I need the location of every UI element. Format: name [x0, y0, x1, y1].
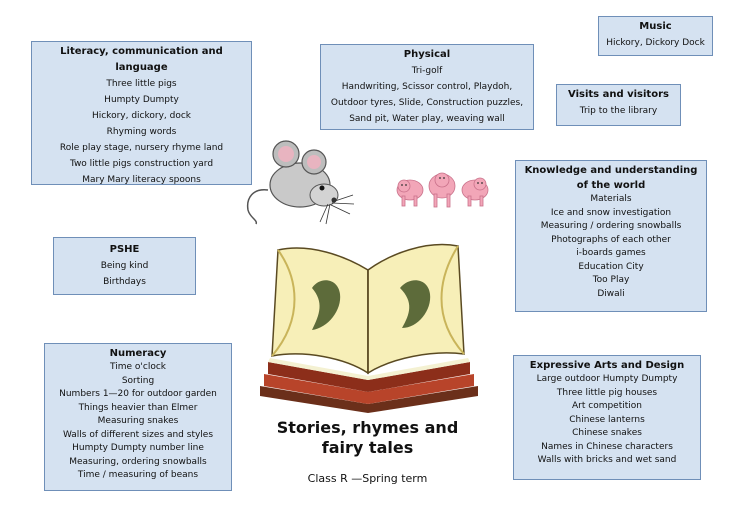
knowledge-item: Photographs of each other [551, 234, 671, 245]
visits-item: Trip to the library [579, 106, 658, 116]
physical-box [320, 44, 534, 130]
knowledge-title: Knowledge and understanding of the world [524, 165, 698, 191]
music-box [598, 16, 713, 56]
numeracy-item: Numbers 1—20 for outdoor garden [59, 389, 217, 399]
visits-box [556, 84, 681, 126]
literacy-item: Role play stage, nursery rhyme land [59, 143, 224, 153]
literacy-item: Three little pigs [106, 79, 177, 89]
numeracy-item: Time o'clock [110, 362, 166, 372]
knowledge-item: i-boards games [576, 248, 646, 258]
pshe-box [53, 237, 196, 295]
pshe-title: PSHE [109, 244, 140, 255]
expressive-item: Chinese lanterns [569, 414, 645, 425]
expressive-title: Expressive Arts and Design [529, 360, 685, 371]
physical-item: Handwriting, Scissor control, Playdoh, Outdoor tyres, Slide, Construction puzzles, Sand pit, Water play, weaving wall [330, 82, 524, 124]
expressive-box [513, 355, 701, 480]
knowledge-item: Too Play [592, 275, 630, 285]
expressive-item: Three little pig houses [556, 387, 658, 398]
literacy-item: Two little pigs construction yard [69, 159, 214, 169]
numeracy-item: Measuring, ordering snowballs [69, 456, 207, 467]
literacy-box [31, 41, 252, 185]
visits-title: Visits and visitors [568, 89, 669, 100]
knowledge-item: Measuring / ordering snowballs [540, 221, 682, 231]
numeracy-item: Walls of different sizes and styles [62, 429, 214, 440]
literacy-item: Mary Mary literacy spoons [82, 175, 201, 185]
knowledge-item: Education City [578, 261, 644, 272]
mouse-illustration [238, 140, 356, 225]
pshe-item: Birthdays [103, 277, 146, 287]
numeracy-title: Numeracy [109, 348, 167, 359]
numeracy-item: Measuring snakes [97, 416, 179, 426]
literacy-title: Literacy, communication and language [60, 46, 223, 73]
page-title: Stories, rhymes and fairy tales [276, 418, 459, 457]
knowledge-item: Materials [590, 194, 632, 204]
literacy-item: Hickory, dickory, dock [91, 111, 192, 121]
music-item: Hickory, Dickory Dock [606, 38, 705, 48]
page-subtitle: Class R —Spring term [307, 472, 428, 485]
knowledge-item: Ice and snow investigation [550, 207, 672, 218]
numeracy-box [44, 343, 232, 491]
book-illustration [250, 228, 488, 413]
physical-item: Tri-golf [411, 66, 443, 76]
expressive-item: Walls with bricks and wet sand [537, 455, 677, 465]
physical-title: Physical [403, 49, 451, 60]
knowledge-item: Diwali [597, 288, 625, 299]
numeracy-item: Humpty Dumpty number line [72, 443, 204, 453]
knowledge-box [515, 160, 707, 312]
expressive-item: Chinese snakes [572, 428, 642, 438]
expressive-item: Large outdoor Humpty Dumpty [536, 374, 678, 384]
pigs-illustration [392, 168, 492, 213]
music-title: Music [639, 21, 672, 32]
pshe-item: Being kind [100, 261, 149, 271]
literacy-item: Rhyming words [106, 127, 177, 137]
numeracy-item: Things heavier than Elmer [78, 402, 198, 413]
numeracy-item: Time / measuring of beans [77, 470, 199, 480]
numeracy-item: Sorting [121, 375, 155, 386]
expressive-item: Names in Chinese characters [541, 441, 673, 452]
expressive-item: Art competition [572, 401, 642, 411]
literacy-item: Humpty Dumpty [104, 95, 179, 105]
